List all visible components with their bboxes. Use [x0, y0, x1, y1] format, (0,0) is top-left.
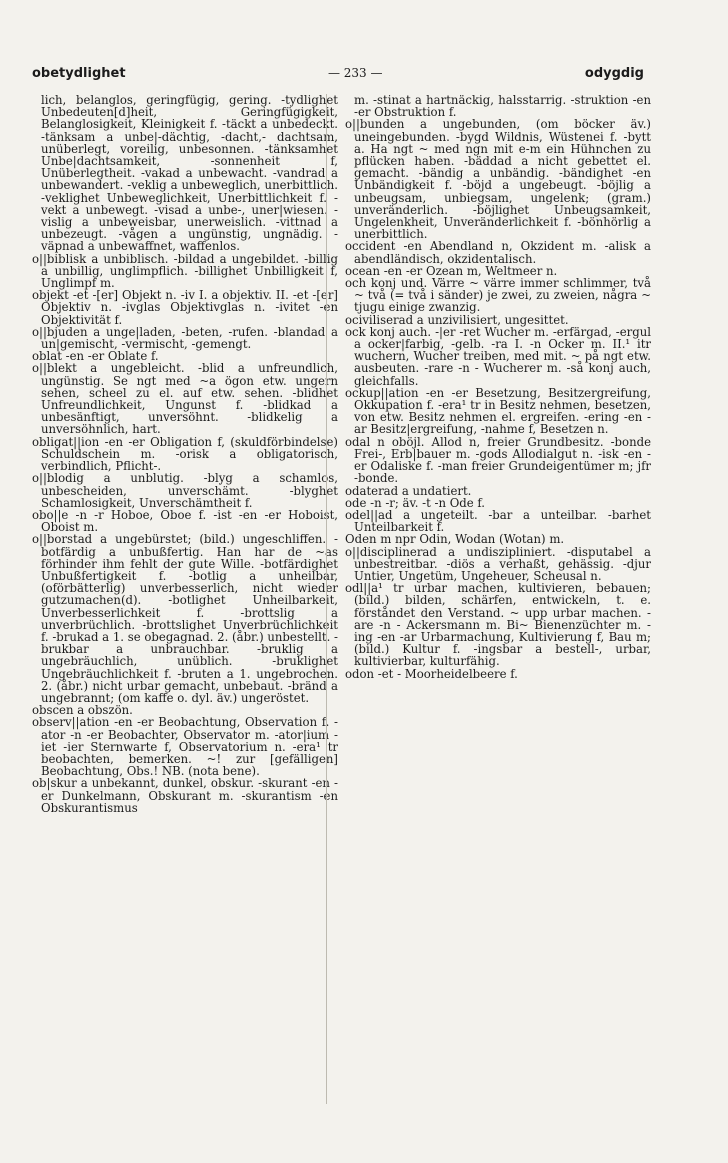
dictionary-entry: odel||ad a ungeteilt. -bar a unteilbar. -barhet Unteilbarkeit f.: [345, 507, 651, 535]
dictionary-entry: o||bunden a ungebunden, (om böcker äv.) uneingebunden. -bygd Wildnis, Wüstenei f. -bytt a. Ha ngt ~ med ngn mit e-m ein Hühnchen zu pflücken haben. -bäddad a nicht gebettet el. gemacht. -bändig a unbändig. -bändighet -en Unbändigkeit f. -böjd a ungebeugt. -böjlig a unbeugsam, unbiegsam, ungelenk; (gram.) unveränderlich. -böjlighet Unbeugsamkeit, Ungelenkheit, Unveränderlichkeit f. -bönhörlig a unerbittlich.: [345, 117, 651, 242]
page-number: — 233 —: [327, 66, 383, 80]
left-column: [32, 94, 338, 1104]
dictionary-entry: o||biblisk a unbiblisch. -bildad a ungebildet. -billig a unbillig, unglimpflich. -billighet Unbilligkeit f, Unglimpf m.: [32, 251, 338, 291]
dictionary-entry: obo||e -n -r Hoboe, Oboe f. -ist -en -er Hoboist, Oboist m.: [32, 507, 338, 535]
dictionary-entry: Oden m npr Odin, Wodan (Wotan) m.: [345, 532, 565, 547]
dictionary-entry: odal n oböjl. Allod n, freier Grundbesitz. -bonde Frei-, Erb|bauer m. -gods Allodialgut n. -isk -en -er Odaliske f. -man freier Grundeigentümer m; jfr -bonde.: [345, 434, 651, 486]
dictionary-entry: odon -et - Moorheidelbeere f.: [345, 666, 518, 681]
dictionary-entry: ockup||ation -en -er Besetzung, Besitzergreifung, Okkupation f. -era¹ tr in Besitz nehmen, besetzen, von etw. Besitz nehmen el. ergreifen. -ering -en -ar Besitz|ergreifung, -nahme f, Besetzen n.: [345, 385, 651, 437]
dictionary-entry: o||disciplinerad a undiszipliniert. -disputabel a unbestreitbar. -diös a verhaßt, gehässig. -djur Untier, Ungetüm, Ungeheuer, Scheusal n.: [345, 544, 651, 583]
dictionary-entry: ode -n -r; äv. -t -n Ode f.: [345, 495, 486, 510]
left-running-headword: obetydlighet: [32, 66, 126, 81]
dictionary-entry: ocean -en -er Ozean m, Weltmeer n.: [345, 263, 558, 278]
dictionary-entry: obscen a obszön.: [32, 703, 133, 718]
dictionary-entry: m. -stinat a hartnäckig, halsstarrig. -struktion -en -er Obstruktion f.: [354, 94, 651, 120]
dictionary-entry: lich, belanglos, geringfügig, gering. -tydlighet Unbedeuten[d]heit, Geringfügigkeit, Belanglosigkeit, Kleinigkeit f. -täckt a unbedeckt. -tänksam a unbe|-dächtig, -dacht,- dachtsam, unüberlegt, voreilig, unbesonnen. -tänksamhet Unbe|dachtsamkeit, -sonnenheit f, Unüberlegtheit. -vakad a unbewacht. -vandrad a unbewandert. -veklig a unbeweglich, unerbittlich. -veklighet Unbeweglichkeit, Unerbittlichkeit f. -vekt a unbewegt. -visad a unbe-, uner|wiesen. -vislig a unbeweisbar, unerweislich. -vittnad a unbezeugt. -vågen a ungünstig, ungnädig. -väpnad a unbewaffnet, waffenlos.: [41, 94, 338, 254]
dictionary-entry: o||blekt a ungebleicht. -blid a unfreundlich, ungünstig. Se ngt med ~a ögon etw. ungern sehen, scheel zu el. auf etw. sehen. -blidhet Unfreundlichkeit, Ungunst f. -blidkad a unbesänftigt, unversöhnt. -blidkelig a unversöhnlich, hart.: [32, 361, 338, 437]
dictionary-entry: occident -en Abendland n, Okzident m. -alisk a abendländisch, okzidentalisch.: [345, 239, 651, 266]
dictionary-entry: o||bjuden a unge|laden, -beten, -rufen. -blandad a un|gemischt, -vermischt, -gemengt.: [32, 324, 338, 352]
column-divider: [326, 94, 327, 1104]
right-column: [345, 94, 651, 1104]
dictionary-entry: ociviliserad a unzivilisiert, ungesittet.: [345, 312, 569, 327]
dictionary-entry: odaterad a undatiert.: [345, 483, 472, 498]
page-header: [32, 66, 644, 81]
dictionary-entry: ock konj auch. -|er -ret Wucher m. -erfärgad, -ergul a ocker|farbig, -gelb. -ra I. -n Ocker m. II.¹ itr wuchern, Wucher treiben, med mit. ~ på ngt etw. ausbeuten. -rare -n - Wucherer m. -så konj auch, gleichfalls.: [345, 324, 651, 388]
dictionary-entry: ob|skur a unbekannt, dunkel, obskur. -skurant -en -er Dunkelmann, Obskurant m. -skurantism -en Obskurantismus: [32, 776, 338, 815]
dictionary-entry: och konj und. Värre ~ värre immer schlimmer, två ~ två (= två i sänder) je zwei, zu zweien, några ~ tjugu einige zwanzig.: [345, 276, 651, 315]
dictionary-entry: obligat||ion -en -er Obligation f, (skuldförbindelse) Schuldschein m. -orisk a obligatorisch, verbindlich, Pflicht-.: [32, 434, 338, 474]
dictionary-entry: oblat -en -er Oblate f.: [32, 349, 159, 364]
dictionary-entry: o||blodig a unblutig. -blyg a schamlos, unbescheiden, unverschämt. -blyghet Schamlosigkeit, Unverschämtheit f.: [32, 471, 338, 510]
dictionary-entry: odl||a¹ tr urbar machen, kultivieren, bebauen; (bild.) bilden, schärfen, entwickeln, t. e. förståndet den Verstand. ~ upp urbar machen. -are -n - Ackersmann m. Bi~ Bienenzüchter m. -ing -en -ar Urbarmachung, Kultivierung f, Bau m; (bild.) Kultur f. -ingsbar a bestell-, urbar, kultivierbar, kulturfähig.: [345, 581, 651, 669]
dictionary-entry: o||borstad a ungebürstet; (bild.) ungeschliffen. -botfärdig a unbußfertig. Han har de ~as förhinder ihm fehlt der gute Wille. -botfärdighet Unbußfertigkeit f. -botlig a unheilbar, (oförbätterlig) unverbesserlich, nicht wieder gutzumachen(d). -botlighet Unheilbarkeit, Unverbesserlichkeit f. -brottslig a unverbrüchlich. -brottslighet Unverbrüchlichkeit f. -brukad a 1. se obegagnad. 2. (åbr.) unbestellt. -brukbar a unbrauchbar. -bruklig a ungebräuchlich, unüblich. -bruklighet Ungebräuchlichkeit f. -bruten a 1. ungebrochen. 2. (åbr.) nicht urbar gemacht, unbebaut. -bränd a ungebrannt; (om kaffe o. dyl. äv.) ungeröstet.: [32, 532, 338, 705]
dictionary-entry: observ||ation -en -er Beobachtung, Observation f. -ator -n -er Beobachter, Observator m. -ator|ium -iet -ier Sternwarte f, Observatorium n. -era¹ tr beobachten, bemerken. ~! zur [gefälligen] Beobachtung, Obs.! NB. (nota bene).: [32, 715, 338, 779]
right-running-headword: odygdig: [584, 66, 644, 81]
dictionary-entry: objekt -et -[er] Objekt n. -iv I. a objektiv. II. -et -[er] Objektiv n. -ivglas Objektivglas n. -ivitet -en Objektivität f.: [32, 288, 338, 327]
